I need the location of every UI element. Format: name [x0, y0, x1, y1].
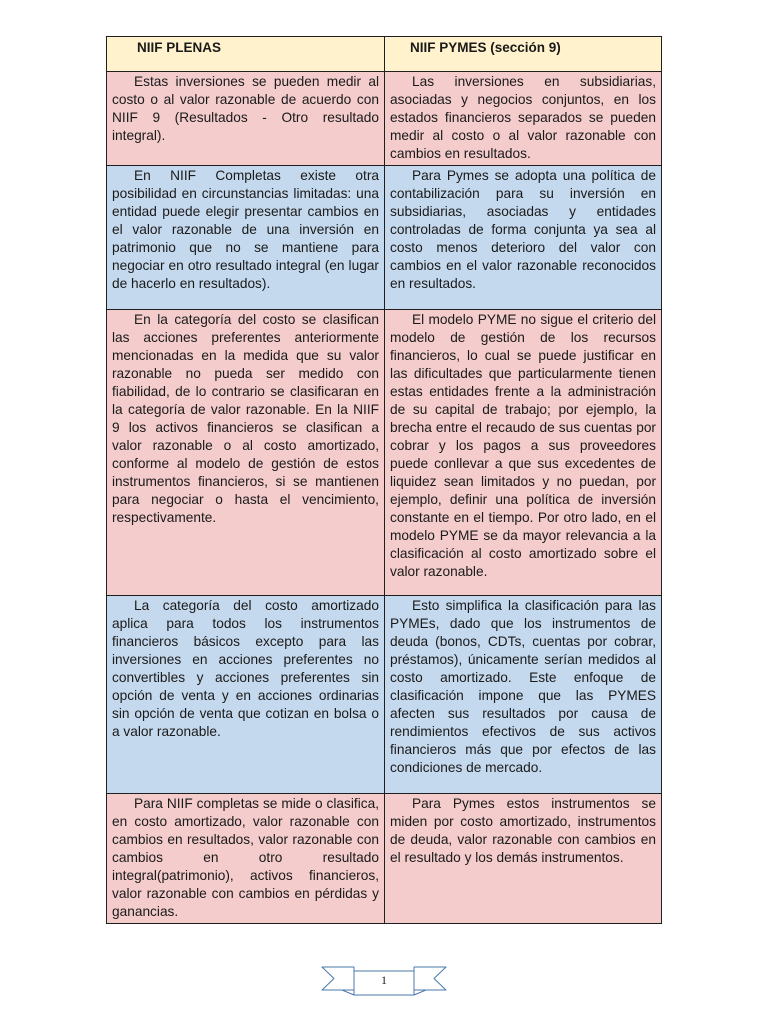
table-header-row: [107, 37, 662, 72]
table-row: [107, 310, 662, 596]
cell-niif-plenas: Para NIIF completas se mide o clasifica, en costo amortizado, valor razonable con cambios en resultados, valor razonable con cambios en otro resultado integral(patrimonio), activos financieros, valor razonable con cambios en pérdidas y ganancias.: [107, 794, 385, 924]
cell-niif-plenas: La categoría del costo amortizado aplica para todos los instrumentos financieros básicos excepto para las inversiones en acciones preferentes no convertibles y acciones preferentes sin opción de venta y en acciones ordinarias sin opción de venta que cotizan en bolsa o a valor razonable.: [107, 596, 385, 794]
cell-niif-plenas: En la categoría del costo se clasifican las acciones preferentes anteriormente mencionadas en la medida que su valor razonable no pueda ser medido con fiabilidad, de lo contrario se clasificaran en la categoría de valor razonable. En la NIIF 9 los activos financieros se clasifican a valor razonable o al costo amortizado, conforme al modelo de gestión de estos instrumentos financieros, si se mantienen para negociar o hasta el vencimiento, respectivamente.: [107, 310, 385, 596]
table-row: [107, 596, 662, 794]
table-row: [107, 794, 662, 924]
page-number: 1: [381, 973, 387, 987]
cell-niif-pymes: Para Pymes se adopta una política de contabilización para su inversión en subsidiarias, asociadas y entidades controladas de forma conjunta ya sea al costo menos deterioro del valor con cambios en el valor razonable reconocidos en resultados.: [385, 166, 662, 310]
cell-niif-pymes: El modelo PYME no sigue el criterio del modelo de gestión de los recursos financieros, lo cual se puede justificar en las dificultades que particularmente tienen estas entidades frente a la administración de su capital de trabajo; por ejemplo, la brecha entre el recaudo de sus cuentas por cobrar y los pagos a sus proveedores puede conllevar a que sus excedentes de liquidez sean limitados y no puedan, por ejemplo, definir una política de inversión constante en el tiempo. Por otro lado, en el modelo PYME se da mayor relevancia a la clasificación al costo amortizado sobre el valor razonable.: [385, 310, 662, 596]
cell-niif-pymes: Esto simplifica la clasificación para las PYMEs, dado que los instrumentos de deuda (bonos, CDTs, cuentas por cobrar, préstamos), únicamente serían medidos al costo amortizado. Este enfoque de clasificación impone que las PYMES afecten sus resultados por causa de rendimientos efectivos de sus activos financieros más que por efectos de las condiciones de mercado.: [385, 596, 662, 794]
header-niif-pymes-label: NIIF PYMES (sección 9): [410, 40, 561, 55]
cell-niif-pymes: Las inversiones en subsidiarias, asociadas y negocios conjuntos, en los estados financieros separados se pueden medir al costo o al valor razonable con cambios en resultados.: [385, 72, 662, 166]
comparison-table: [106, 36, 662, 924]
table-row: [107, 166, 662, 310]
cell-niif-plenas: Estas inversiones se pueden medir al costo o al valor razonable de acuerdo con NIIF 9 (Resultados - Otro resultado integral).: [107, 72, 385, 166]
page-footer: [320, 962, 448, 998]
table-row: [107, 72, 662, 166]
header-niif-plenas-label: NIIF PLENAS: [137, 40, 222, 55]
header-niif-pymes: [385, 37, 662, 72]
header-niif-plenas: [107, 37, 385, 72]
cell-niif-pymes: Para Pymes estos instrumentos se miden por costo amortizado, instrumentos de deuda, valor razonable con cambios en el resultado y los demás instrumentos.: [385, 794, 662, 924]
cell-niif-plenas: En NIIF Completas existe otra posibilidad en circunstancias limitadas: una entidad puede elegir presentar cambios en el valor razonable de una inversión en patrimonio que no se mantiene para negociar en otro resultado integral (en lugar de hacerlo en resultados).: [107, 166, 385, 310]
